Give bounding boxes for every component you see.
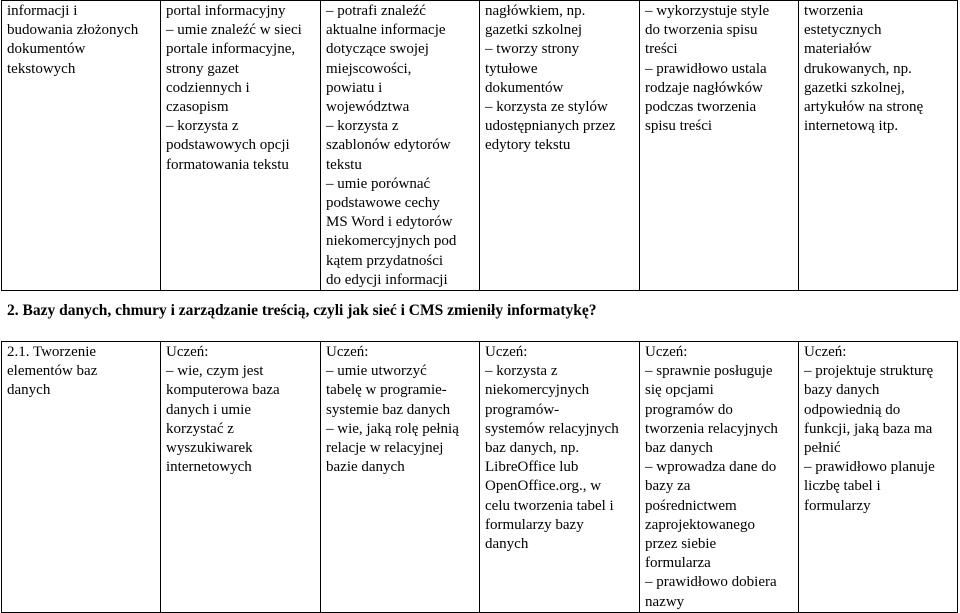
cell-text-line: podczas tworzenia — [645, 99, 757, 116]
cell-text-line: drukowanych, np. — [804, 60, 912, 77]
cell-text-line: niekomercyjnych — [485, 382, 590, 399]
cell-text-line: elementów baz — [7, 363, 98, 380]
cell-text-line: przez siebie — [645, 536, 717, 553]
cell-text-line: aktualne informacje — [326, 22, 446, 39]
cell-text-line: – wie, jaką rolę pełnią — [326, 420, 459, 437]
cell-text-line: danych — [485, 536, 529, 553]
cell-text-line: baz danych — [645, 440, 713, 457]
cell-text-line: edytory tekstu — [485, 137, 571, 154]
cell-text-line: – prawidłowo dobiera — [645, 574, 777, 591]
table-row — [2, 342, 958, 613]
cell-text-line: formularza — [645, 555, 711, 572]
cell-text-line: internetowych — [166, 459, 252, 476]
cell-level-2 — [321, 1, 480, 291]
cell-text-line: pośrednictwem — [645, 497, 737, 514]
cell-text-line: formularzy bazy — [485, 516, 584, 533]
cell-text-line: gazetki szkolnej, — [804, 79, 905, 96]
cell-text-line: powiatu i — [326, 79, 383, 96]
cell-text-line: podstawowych opcji — [166, 137, 290, 154]
cell-text-line: danych i umie — [166, 401, 251, 418]
table-row — [2, 1, 958, 291]
section-heading: 2. Bazy danych, chmury i zarządzanie treścią, czyli jak sieć i CMS zmieniły informatykę? — [7, 302, 597, 319]
cell-level-5 — [799, 1, 958, 291]
cell-text-line: dotyczące swojej — [326, 41, 429, 58]
cell-text-line: rodzaje nagłówków — [645, 79, 763, 96]
cell-text-line: formularzy — [804, 497, 871, 514]
cell-text-line: podstawowe cechy — [326, 195, 440, 212]
cell-topic — [2, 1, 161, 291]
cell-text-line: estetycznych — [804, 22, 882, 39]
cell-text-line: programów do — [645, 401, 733, 418]
cell-text-line: celu tworzenia tabel i — [485, 497, 614, 514]
cell-text-line: dokumentów — [485, 79, 564, 96]
cell-text-line: strony gazet — [166, 60, 239, 77]
cell-text-line: nagłówkiem, np. — [485, 3, 586, 19]
cell-text-line: – tworzy strony — [485, 41, 580, 58]
cell-topic — [2, 342, 161, 613]
cell-level-3 — [480, 342, 640, 613]
cell-text-line: baz danych, np. — [485, 440, 580, 457]
cell-text-line: tekstu — [326, 156, 362, 173]
cell-text-line: szablonów edytorów — [326, 137, 451, 154]
cell-text-line: portal informacyjny — [166, 3, 286, 19]
cell-text-line: – korzysta z — [326, 118, 399, 135]
cell-text-line: tytułowe — [485, 60, 538, 77]
cell-text-line: tabelę w programie- — [326, 382, 447, 399]
cell-text-line: – wprowadza dane do — [645, 459, 777, 476]
bottom-table — [1, 341, 958, 613]
cell-level-4 — [640, 1, 799, 291]
cell-text-line: Uczeń: — [166, 344, 209, 360]
cell-text-line: – umie znaleźć w sieci — [166, 22, 302, 39]
cell-text-line: czasopism — [166, 99, 229, 116]
cell-text-line: – potrafi znaleźć — [326, 3, 426, 19]
cell-text-line: odpowiednią do — [804, 401, 901, 418]
cell-level-4 — [640, 342, 799, 613]
cell-level-5 — [799, 342, 958, 613]
cell-text-line: internetową itp. — [804, 118, 899, 135]
cell-level-1 — [161, 1, 321, 291]
cell-text-line: – umie utworzyć — [326, 363, 427, 380]
cell-text-line: udostępnianych przez — [485, 118, 616, 135]
cell-text-line: pełnić — [804, 440, 841, 457]
cell-text-line: – prawidłowo planuje — [804, 459, 935, 476]
cell-text-line: – wie, czym jest — [166, 363, 264, 380]
cell-text-line: programów- — [485, 401, 560, 418]
cell-text-line: funkcji, jaką baza ma — [804, 420, 933, 437]
cell-text-line: – korzysta z — [166, 118, 239, 135]
cell-text-line: systemów relacyjnych — [485, 420, 619, 437]
cell-text-line: Uczeń: — [326, 344, 369, 360]
cell-text-line: niekomercyjnych pod — [326, 233, 457, 250]
cell-text-line: zaprojektowanego — [645, 516, 755, 533]
cell-text-line: – prawidłowo ustala — [645, 60, 767, 77]
cell-text-line: spisu treści — [645, 118, 713, 135]
cell-text-line: – korzysta ze stylów — [485, 99, 608, 116]
cell-text-line: miejscowości, — [326, 60, 412, 77]
cell-text-line: treści — [645, 41, 678, 58]
cell-text-line: OpenOffice.org., w — [485, 478, 602, 495]
cell-text-line: Uczeń: — [804, 344, 847, 360]
cell-text-line: formatowania tekstu — [166, 156, 289, 173]
cell-text-line: tworzenia relacyjnych — [645, 420, 778, 437]
cell-text-line: się opcjami — [645, 382, 714, 399]
cell-text-line: Uczeń: — [645, 344, 688, 360]
cell-text-line: wyszukiwarek — [166, 440, 253, 457]
cell-text-line: – wykorzystuje style — [645, 3, 770, 19]
cell-text-line: – umie porównać — [326, 175, 431, 192]
cell-text-line: materiałów — [804, 41, 872, 58]
cell-text-line: bazy danych — [804, 382, 880, 399]
cell-text-line: systemie baz danych — [326, 401, 451, 418]
cell-text-line: codziennych i — [166, 79, 250, 96]
cell-text-line: nazwy — [645, 593, 685, 610]
cell-text-line: budowania złożonych — [7, 22, 139, 39]
cell-text-line: Uczeń: — [485, 344, 528, 360]
cell-text-line: – sprawnie posługuje — [645, 363, 773, 380]
cell-text-line: województwa — [326, 99, 410, 116]
cell-text-line: korzystać z — [166, 420, 234, 437]
cell-text-line: – projektuje strukturę — [804, 363, 934, 380]
top-table-fragment — [1, 0, 958, 291]
cell-text-line: do edycji informacji — [326, 271, 448, 288]
cell-text-line: dokumentów — [7, 41, 86, 58]
cell-text-line: – korzysta z — [485, 363, 558, 380]
cell-text-line: tekstowych — [7, 60, 76, 77]
cell-text-line: artykułów na stronę — [804, 99, 924, 116]
cell-text-line: informacji i — [7, 3, 78, 19]
cell-text-line: LibreOffice lub — [485, 459, 579, 476]
cell-text-line: liczbę tabel i — [804, 478, 881, 495]
cell-text-line: danych — [7, 382, 51, 399]
cell-text-line: kątem przydatności — [326, 252, 444, 269]
cell-text-line: relacje w relacyjnej — [326, 440, 444, 457]
cell-level-1 — [161, 342, 321, 613]
cell-text-line: portale informacyjne, — [166, 41, 296, 58]
cell-text-line: komputerowa baza — [166, 382, 280, 399]
cell-text-line: bazie danych — [326, 459, 405, 476]
cell-text-line: 2.1. Tworzenie — [7, 344, 97, 360]
cell-text-line: tworzenia — [804, 3, 864, 19]
cell-text-line: MS Word i edytorów — [326, 214, 453, 231]
cell-text-line: gazetki szkolnej — [485, 22, 583, 39]
cell-level-2 — [321, 342, 480, 613]
cell-text-line: do tworzenia spisu — [645, 22, 758, 39]
cell-text-line: bazy za — [645, 478, 691, 495]
cell-level-3 — [480, 1, 640, 291]
